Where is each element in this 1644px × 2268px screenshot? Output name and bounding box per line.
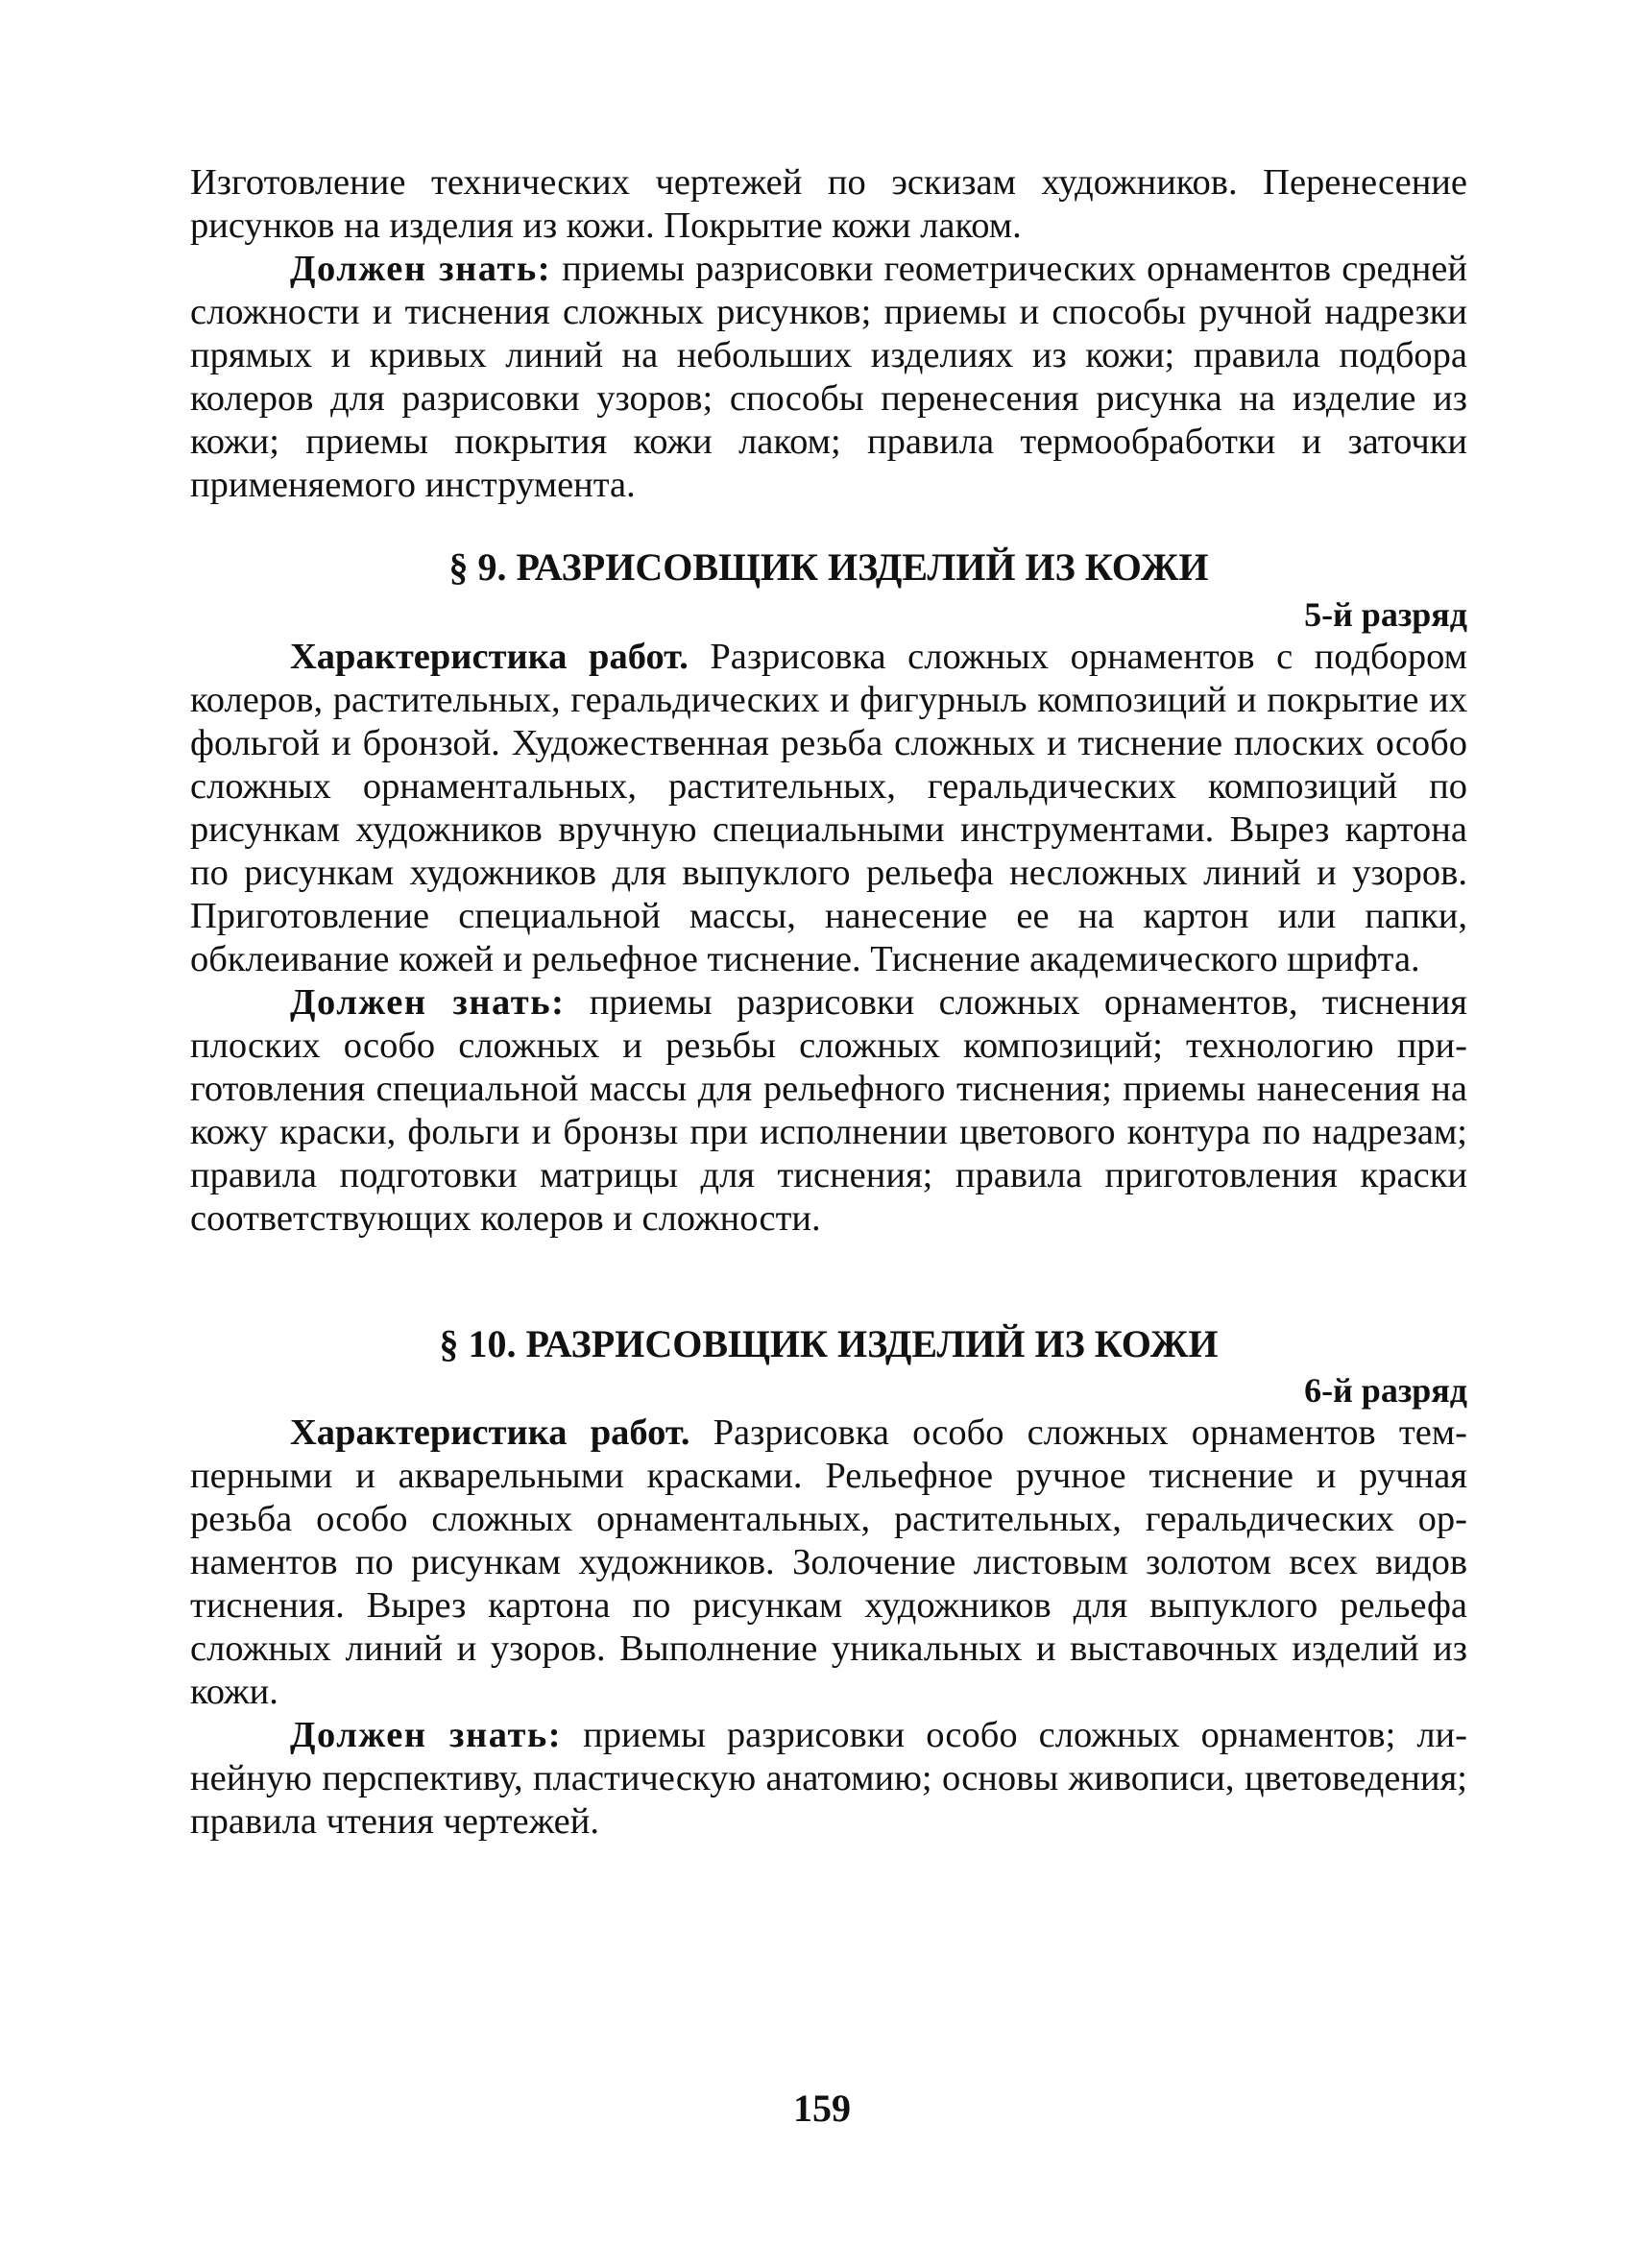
- section-9-heading: § 9. РАЗРИСОВЩИК ИЗДЕЛИЙ ИЗ КОЖИ: [448, 545, 1209, 589]
- intro-paragraph: Изготовление технических чертежей по эскизам художников. Перенесение рисунков на изделия из кожи. Покрытие кожи лаком.: [190, 162, 1467, 246]
- page-number: 159: [793, 2087, 851, 2130]
- characteristics-body: Разрисовка сложных орнаментов с подбором колеров, растительных, геральдических и фигурныљ композиций и покрытие их фольгой и бронзой. Художественная резьба сложных и тиснение плоских особо сложных орнаментальных, растительных, геральдических композиций по рисункам художников вручную специальными инструментами. Вырез картона по рисункам художников для выпуклого рельефа несложных линий и узоров. Приготовление специальной массы, нанесение ее на картон или папки, обклеивание кожей и рельефное тиснение. Тиснение академического шрифта.: [190, 637, 1467, 979]
- section-9-characteristics: [190, 636, 1467, 981]
- section-9-grade: 5-й разряд: [1304, 595, 1467, 634]
- characteristics-lead: Характеристика работ.: [290, 637, 689, 677]
- section-10-text: [190, 1411, 1467, 1844]
- knowledge-body: приемы разрисовки геометрических орнаментов средней сложности и тиснения сложных рисунков; приемы и способы ручной надрезки прямых и кривых линий на небольших изделиях из кожи; правила подбора колеров для разрисовки узоров; способы перенесения рисунка на изделие из кожи; приемы покрытия кожи лаком; правила термообработки и заточки применяемого инструмента.: [190, 249, 1467, 505]
- section-9-text: [190, 636, 1467, 1241]
- knowledge-body: приемы разрисовки сложных орнаментов, тиснения плоских особо сложных и резьбы сложных композиций; технологию приготовления специальной массы для рельефного тиснения; приемы нанесения на кожу краски, фольги и бронзы при исполнении цветового контура по надрезам; правила подготовки матрицы для тиснения; правила приготовления краски соответствующих колеров и сложности.: [190, 982, 1468, 1239]
- section-10-knowledge: [190, 1714, 1467, 1844]
- knowledge-lead: Должен знать:: [290, 249, 552, 289]
- characteristics-lead: Характеристика работ.: [290, 1412, 690, 1453]
- knowledge-lead: Должен знать:: [290, 982, 566, 1023]
- section-10-characteristics: [190, 1411, 1467, 1714]
- intro-knowledge-paragraph: [190, 248, 1467, 507]
- characteristics-body: Разрисовка особо сложных орнаментов темперными и акварельными красками. Рельефное ручное тиснение и ручная резьба особо сложных орнаментальных, растительных, геральдических орнаментов по рисункам художников. Золочение листовым золотом всех видов тиснения. Вырез картона по рисункам художников для выпуклого рельефа сложных линий и узоров. Выполнение уникальных и выставочных изделий из кожи.: [190, 1412, 1467, 1712]
- section-10-heading: § 10. РАЗРИСОВЩИК ИЗДЕЛИЙ ИЗ КОЖИ: [439, 1322, 1219, 1365]
- knowledge-lead: Должен знать:: [290, 1715, 563, 1755]
- intro-text: [190, 161, 1467, 507]
- knowledge-body: приемы разрисовки особо сложных орнаментов; линейную перспективу, пластическую анатомию; основы живописи, цветоведения; правила чтения чертежей.: [190, 1715, 1467, 1842]
- section-10-grade: 6-й разряд: [1304, 1371, 1467, 1410]
- section-9-knowledge: [190, 981, 1467, 1241]
